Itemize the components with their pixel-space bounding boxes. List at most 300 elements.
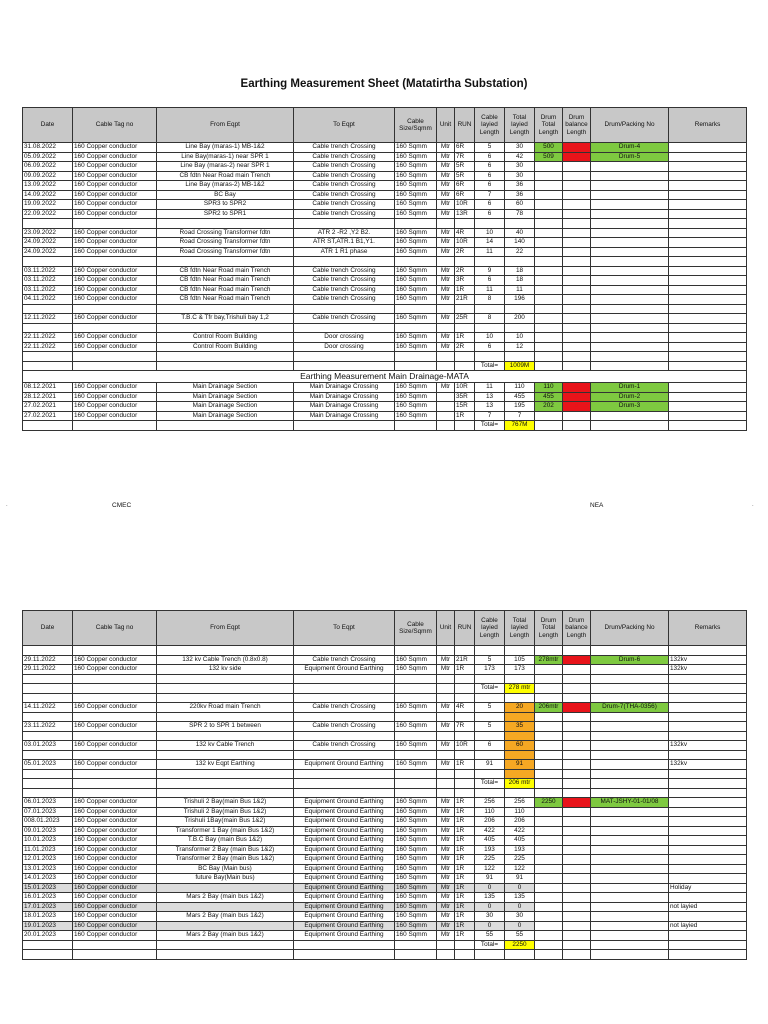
table-cell: 24.09.2022: [23, 247, 73, 257]
table-cell: Equipment Ground Earthing: [294, 883, 395, 893]
table-cell: 132kv: [669, 741, 747, 751]
table-cell: 110: [505, 383, 535, 393]
table-cell: 196: [505, 295, 535, 305]
table-cell: Drum-5: [591, 152, 669, 162]
table-cell: [535, 712, 563, 722]
table-cell: [669, 779, 747, 789]
table-cell: [591, 665, 669, 675]
table-cell: [73, 788, 157, 798]
total-row: [23, 779, 747, 789]
table-cell: [157, 731, 294, 741]
table-cell: [591, 883, 669, 893]
table-cell: [563, 352, 591, 362]
table-header-row: [23, 611, 747, 646]
table-cell: Line Bay (maras-1) MB-1&2: [157, 143, 294, 153]
table-row: [23, 181, 747, 191]
column-header: Unit: [437, 108, 455, 143]
table-cell: [591, 893, 669, 903]
table-cell: Road Crossing Transformer fdtn: [157, 238, 294, 248]
table-cell: 160 Sqmm: [395, 266, 437, 276]
table-cell: [535, 940, 563, 950]
table-cell: [669, 836, 747, 846]
table-cell: [563, 769, 591, 779]
table-cell: Mtr: [437, 874, 455, 884]
table-cell: [669, 361, 747, 371]
column-header: Unit: [437, 611, 455, 646]
table-cell: [73, 950, 157, 960]
table-cell: [563, 750, 591, 760]
table-cell: [505, 750, 535, 760]
table-cell: 160 Copper conductor: [73, 285, 157, 295]
table-cell: 6: [475, 200, 505, 210]
earthing-table-2: [22, 610, 747, 960]
table-cell: Mars 2 Bay (main bus 1&2): [157, 931, 294, 941]
table-cell: [505, 712, 535, 722]
table-cell: [669, 703, 747, 713]
table-cell: 9: [475, 266, 505, 276]
table-cell: 7: [475, 411, 505, 421]
total-label: Total=: [475, 779, 505, 789]
table-cell: Drum-7(THA-0356): [591, 703, 669, 713]
table-cell: [437, 750, 455, 760]
table-cell: 160 Sqmm: [395, 314, 437, 324]
table-cell: 1R: [455, 874, 475, 884]
table-cell: Equipment Ground Earthing: [294, 893, 395, 903]
table-cell: Cable trench Crossing: [294, 209, 395, 219]
table-cell: 0: [505, 902, 535, 912]
table-cell: [294, 950, 395, 960]
table-cell: 160 Copper conductor: [73, 247, 157, 257]
table-cell: Transformer 1 Bay (main Bus 1&2): [157, 826, 294, 836]
table-cell: 160 Sqmm: [395, 921, 437, 931]
table-cell: 160 Copper conductor: [73, 209, 157, 219]
table-cell: Mtr: [437, 722, 455, 732]
table-cell: Mtr: [437, 181, 455, 191]
table-cell: [157, 304, 294, 314]
table-cell: [563, 845, 591, 855]
table-row: [23, 665, 747, 675]
table-cell: [505, 323, 535, 333]
table-cell: 160 Sqmm: [395, 836, 437, 846]
table-cell: 15R: [455, 402, 475, 412]
table-cell: 160 Sqmm: [395, 228, 437, 238]
table-cell: 12.01.2023: [23, 855, 73, 865]
table-cell: 5R: [455, 162, 475, 172]
table-cell: [591, 342, 669, 352]
table-cell: [455, 421, 475, 431]
table-cell: Equipment Ground Earthing: [294, 864, 395, 874]
table-cell: [591, 411, 669, 421]
table-cell: [669, 190, 747, 200]
page-title: Earthing Measurement Sheet (Matatirtha Substation): [240, 78, 528, 90]
table-cell: [669, 950, 747, 960]
blank-row: [23, 304, 747, 314]
table-cell: 422: [475, 826, 505, 836]
table-row: [23, 152, 747, 162]
table-cell: [535, 750, 563, 760]
table-row: [23, 228, 747, 238]
table-cell: [157, 769, 294, 779]
table-cell: Equipment Ground Earthing: [294, 855, 395, 865]
table-cell: [505, 788, 535, 798]
table-cell: [505, 693, 535, 703]
table-cell: [535, 731, 563, 741]
table-cell: Mtr: [437, 836, 455, 846]
table-cell: [475, 257, 505, 267]
table-cell: [669, 266, 747, 276]
table-cell: Mtr: [437, 902, 455, 912]
table-cell: [455, 769, 475, 779]
table-cell: 1R: [455, 893, 475, 903]
table-cell: Mtr: [437, 383, 455, 393]
table-cell: [395, 712, 437, 722]
column-header: From Eqpt: [157, 108, 294, 143]
table-cell: [395, 646, 437, 656]
total-row: [23, 361, 747, 371]
table-cell: [669, 200, 747, 210]
total-label: Total=: [475, 421, 505, 431]
table-row: [23, 383, 747, 393]
table-cell: Cable trench Crossing: [294, 266, 395, 276]
table-cell: 91: [475, 760, 505, 770]
table-cell: [669, 931, 747, 941]
table-cell: [73, 684, 157, 694]
table-cell: Cable trench Crossing: [294, 655, 395, 665]
table-cell: [475, 950, 505, 960]
table-cell: 160 Copper conductor: [73, 893, 157, 903]
table-cell: Main Drainage Section: [157, 383, 294, 393]
table-cell: [455, 950, 475, 960]
blank-row: [23, 219, 747, 229]
table-cell: [669, 304, 747, 314]
table-cell: [294, 779, 395, 789]
table-cell: 03.01.2023: [23, 741, 73, 751]
table-cell: [505, 950, 535, 960]
table-cell: Cable trench Crossing: [294, 152, 395, 162]
table-cell: 30: [505, 912, 535, 922]
table-cell: [437, 940, 455, 950]
table-cell: 160 Sqmm: [395, 190, 437, 200]
table-cell: Equipment Ground Earthing: [294, 902, 395, 912]
table-cell: 1R: [455, 817, 475, 827]
table-cell: [437, 769, 455, 779]
table-cell: 110: [475, 807, 505, 817]
table-cell: 5: [475, 143, 505, 153]
table-cell: 22: [505, 247, 535, 257]
table-cell: [395, 323, 437, 333]
table-cell: [535, 693, 563, 703]
table-cell: 160 Sqmm: [395, 392, 437, 402]
table-cell: 28.12.2021: [23, 392, 73, 402]
table-cell: [669, 143, 747, 153]
table-cell: [535, 411, 563, 421]
table-cell: Drum-4: [591, 143, 669, 153]
table-cell: Equipment Ground Earthing: [294, 912, 395, 922]
table-cell: T.B.C & Tfr bay,Trishuli bay 1,2: [157, 314, 294, 324]
table-cell: Drum-1: [591, 383, 669, 393]
table-cell: 10R: [455, 238, 475, 248]
table-cell: [535, 779, 563, 789]
column-header: Drum balance Length: [563, 611, 591, 646]
table-cell: [437, 731, 455, 741]
table-cell: [563, 257, 591, 267]
table-cell: 5R: [455, 171, 475, 181]
table-cell: [669, 238, 747, 248]
table-cell: [563, 304, 591, 314]
table-cell: Cable trench Crossing: [294, 276, 395, 286]
table-cell: [23, 361, 73, 371]
table-cell: 0: [475, 883, 505, 893]
table-cell: [563, 247, 591, 257]
table-cell: [591, 902, 669, 912]
table-cell: [294, 940, 395, 950]
table-cell: [157, 684, 294, 694]
table-cell: 160 Sqmm: [395, 826, 437, 836]
table-cell: 2R: [455, 247, 475, 257]
table-cell: [475, 352, 505, 362]
table-cell: Mtr: [437, 893, 455, 903]
table-cell: 0: [563, 143, 591, 153]
table-cell: 160 Copper conductor: [73, 411, 157, 421]
table-cell: [563, 361, 591, 371]
table-cell: [669, 276, 747, 286]
table-cell: 1R: [455, 902, 475, 912]
table-cell: [669, 285, 747, 295]
table-row: [23, 162, 747, 172]
table-cell: Cable trench Crossing: [294, 285, 395, 295]
table-cell: 0: [563, 798, 591, 808]
table-row: [23, 855, 747, 865]
table-cell: [475, 304, 505, 314]
table-cell: 160 Sqmm: [395, 209, 437, 219]
table-cell: 11: [505, 285, 535, 295]
table-cell: 105: [505, 655, 535, 665]
table-cell: 14.01.2023: [23, 874, 73, 884]
table-cell: [563, 826, 591, 836]
table-cell: [563, 950, 591, 960]
table-header-row: [23, 108, 747, 143]
table-cell: [535, 295, 563, 305]
table-cell: [23, 950, 73, 960]
table-cell: [475, 693, 505, 703]
total-value: 767M: [505, 421, 535, 431]
table-cell: future Bay(Main bus): [157, 874, 294, 884]
table-cell: 160 Sqmm: [395, 741, 437, 751]
table-cell: Equipment Ground Earthing: [294, 798, 395, 808]
table-cell: [23, 712, 73, 722]
table-cell: [535, 257, 563, 267]
signature-left: CMEC: [112, 502, 132, 509]
table-cell: 160 Copper conductor: [73, 921, 157, 931]
table-cell: 10: [475, 333, 505, 343]
table-cell: Mtr: [437, 798, 455, 808]
table-cell: [591, 323, 669, 333]
table-cell: [563, 162, 591, 172]
table-cell: [437, 219, 455, 229]
table-cell: Mtr: [437, 190, 455, 200]
table-cell: 160 Sqmm: [395, 760, 437, 770]
table-cell: [535, 950, 563, 960]
table-cell: [669, 333, 747, 343]
table-cell: [395, 788, 437, 798]
table-row: [23, 295, 747, 305]
table-cell: [563, 342, 591, 352]
table-cell: [535, 323, 563, 333]
table-cell: 2250: [535, 798, 563, 808]
table-cell: [455, 323, 475, 333]
column-header: Drum Total Length: [535, 611, 563, 646]
table-cell: 160 Copper conductor: [73, 383, 157, 393]
table-cell: [535, 902, 563, 912]
table-cell: Mtr: [437, 314, 455, 324]
table-cell: 11.01.2023: [23, 845, 73, 855]
table-row: [23, 836, 747, 846]
table-cell: 0: [563, 402, 591, 412]
table-cell: 30: [505, 171, 535, 181]
table-cell: [591, 304, 669, 314]
table-cell: [23, 750, 73, 760]
table-cell: 160 Sqmm: [395, 722, 437, 732]
table-cell: Main Drainage Crossing: [294, 411, 395, 421]
table-cell: 06.01.2023: [23, 798, 73, 808]
table-cell: Mtr: [437, 655, 455, 665]
table-cell: 7R: [455, 152, 475, 162]
table-cell: Mtr: [437, 333, 455, 343]
table-cell: [23, 788, 73, 798]
table-cell: 6R: [455, 143, 475, 153]
table-cell: [563, 760, 591, 770]
table-cell: [23, 257, 73, 267]
table-cell: 160 Sqmm: [395, 383, 437, 393]
column-header: Drum Total Length: [535, 108, 563, 143]
table-cell: [73, 940, 157, 950]
table-cell: Transformer 2 Bay (main Bus 1&2): [157, 855, 294, 865]
table-cell: Mtr: [437, 912, 455, 922]
table-cell: [395, 684, 437, 694]
table-cell: 36: [505, 190, 535, 200]
table-cell: [591, 750, 669, 760]
table-cell: 05.09.2022: [23, 152, 73, 162]
table-cell: [669, 323, 747, 333]
table-cell: 19.09.2022: [23, 200, 73, 210]
table-cell: [669, 181, 747, 191]
table-cell: 29.11.2022: [23, 655, 73, 665]
table-row: [23, 741, 747, 751]
blank-row: [23, 788, 747, 798]
table-cell: 160 Sqmm: [395, 864, 437, 874]
table-cell: [294, 712, 395, 722]
table-row: [23, 807, 747, 817]
table-cell: Mtr: [437, 200, 455, 210]
table-cell: Cable trench Crossing: [294, 722, 395, 732]
table-cell: [437, 304, 455, 314]
table-cell: [505, 674, 535, 684]
table-cell: Cable trench Crossing: [294, 162, 395, 172]
table-cell: Road Crossing Transformer fdtn: [157, 228, 294, 238]
table-cell: 13: [475, 392, 505, 402]
table-cell: Cable trench Crossing: [294, 200, 395, 210]
table-cell: 160 Copper conductor: [73, 741, 157, 751]
table-row: [23, 883, 747, 893]
table-row: [23, 247, 747, 257]
table-cell: [294, 219, 395, 229]
table-cell: 132 kv side: [157, 665, 294, 675]
table-row: [23, 314, 747, 324]
table-cell: [535, 817, 563, 827]
table-cell: [455, 750, 475, 760]
table-cell: [563, 421, 591, 431]
table-cell: [591, 950, 669, 960]
table-cell: 160 Sqmm: [395, 238, 437, 248]
table-cell: [669, 646, 747, 656]
table-cell: [294, 421, 395, 431]
table-cell: [535, 646, 563, 656]
table-cell: [535, 181, 563, 191]
table-cell: 160 Sqmm: [395, 807, 437, 817]
table-cell: Control Room Building: [157, 333, 294, 343]
table-cell: 160 Copper conductor: [73, 864, 157, 874]
blank-row: [23, 646, 747, 656]
table-cell: 04.11.2022: [23, 295, 73, 305]
table-cell: [23, 693, 73, 703]
table-cell: Mtr: [437, 845, 455, 855]
signature-right: NEA: [590, 502, 604, 509]
table-cell: [563, 266, 591, 276]
table-cell: [535, 314, 563, 324]
table-cell: 1R: [455, 411, 475, 421]
table-cell: [535, 893, 563, 903]
table-cell: [395, 779, 437, 789]
table-cell: [157, 779, 294, 789]
table-cell: 160 Copper conductor: [73, 703, 157, 713]
table-cell: 6: [475, 741, 505, 751]
table-cell: 5: [475, 655, 505, 665]
table-cell: [563, 836, 591, 846]
table-cell: [669, 162, 747, 172]
table-cell: [591, 741, 669, 751]
table-cell: [591, 836, 669, 846]
table-cell: [669, 817, 747, 827]
table-cell: 6: [475, 171, 505, 181]
table-row: [23, 760, 747, 770]
table-cell: Line Bay (maras-2) MB-1&2: [157, 181, 294, 191]
table-cell: [669, 392, 747, 402]
table-cell: 27.02.2021: [23, 411, 73, 421]
table-cell: 1R: [455, 921, 475, 931]
table-cell: 0: [563, 383, 591, 393]
table-cell: 160 Copper conductor: [73, 402, 157, 412]
table-cell: [157, 902, 294, 912]
table-cell: [535, 266, 563, 276]
table-cell: 19.01.2023: [23, 921, 73, 931]
table-cell: 35: [505, 722, 535, 732]
column-header: Cable Size/Sqmm: [395, 611, 437, 646]
table-cell: 10: [505, 333, 535, 343]
table-cell: 110: [535, 383, 563, 393]
total-value: 2250: [505, 940, 535, 950]
margin-dot: .: [752, 502, 754, 508]
table-cell: [23, 684, 73, 694]
table-cell: [437, 693, 455, 703]
table-cell: [455, 788, 475, 798]
table-cell: [73, 731, 157, 741]
table-cell: 31.08.2022: [23, 143, 73, 153]
table-cell: [395, 257, 437, 267]
table-cell: Main Drainage Crossing: [294, 392, 395, 402]
table-cell: [535, 304, 563, 314]
table-cell: 160 Copper conductor: [73, 342, 157, 352]
table-cell: [437, 779, 455, 789]
